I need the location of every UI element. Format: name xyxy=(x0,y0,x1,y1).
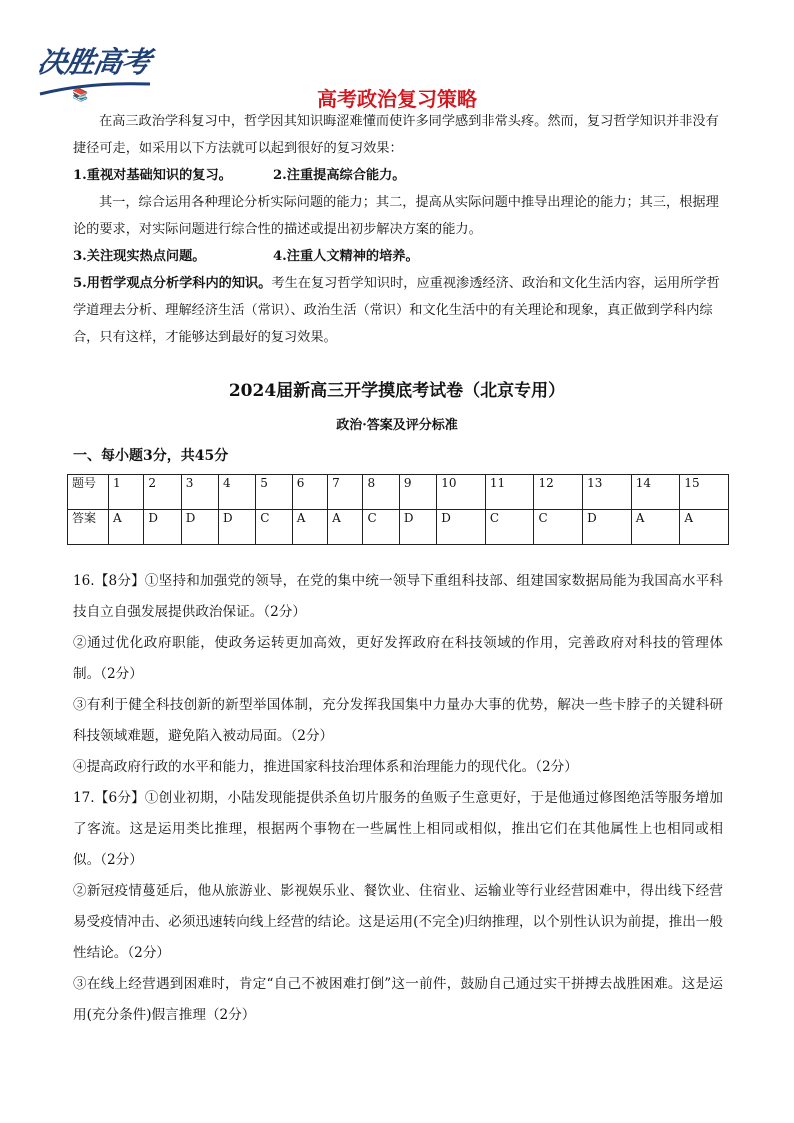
answer-cell: C xyxy=(256,510,292,545)
tip-2: 2.注重提高综合能力。 xyxy=(273,168,406,183)
q16-point-4: ④提高政府行政的水平和能力，推进国家科技治理体系和治理能力的现代化。（2分） xyxy=(73,759,578,775)
answer-table xyxy=(67,474,729,545)
tip-4: 4.注重人文精神的培养。 xyxy=(273,249,419,264)
q17-point-1: 17.【6分】①创业初期，小陆发现能提供杀鱼切片服务的鱼贩子生意更好，于是他通过修图绝活等服务增加了客流。这是运用类比推理，根据两个事物在一些属性上相同或相似，推出它们在其他属性上也相同或相似。（2分） xyxy=(73,790,723,868)
answer-cell: C xyxy=(363,510,399,545)
answer-cell: D xyxy=(144,510,181,545)
number-cell: 12 xyxy=(534,475,583,510)
q17-point-3: ③在线上经营遇到困难时，肯定“自己不被困难打倒”这一前件，鼓励自己通过实干拼搏去战胜困难。这是运用(充分条件)假言推理（2分） xyxy=(73,976,723,1023)
tip-5-body: 考生在复习哲学知识时，应重视渗透经济、政治和文化生活内容，运用所学哲学道理去分析、理解经济生活（常识）、政治生活（常识）和文化生活中的有关理论和现象，真正做到学科内综合，只有这样，才能够达到最好的复习效果。 xyxy=(73,276,720,345)
question-number-row xyxy=(68,475,729,510)
number-cell: 2 xyxy=(144,475,181,510)
header-label-cell: 题号 xyxy=(68,475,109,510)
answer-cell: D xyxy=(583,510,632,545)
tips-row-2 xyxy=(73,243,723,270)
number-cell: 3 xyxy=(181,475,218,510)
answer-row xyxy=(68,510,729,545)
strategy-intro: 在高三政治学科复习中，哲学因其知识晦涩难懂而使许多同学感到非常头疼。然而，复习哲学知识并非没有捷径可走，如采用以下方法就可以起到很好的复习效果： xyxy=(73,114,719,156)
number-cell: 4 xyxy=(218,475,255,510)
number-cell: 8 xyxy=(363,475,399,510)
number-cell: 6 xyxy=(292,475,327,510)
number-cell: 7 xyxy=(328,475,363,510)
student-figure-icon: 📚 xyxy=(72,88,89,103)
answer-cell: A xyxy=(292,510,327,545)
number-cell: 13 xyxy=(583,475,632,510)
strategy-body xyxy=(73,108,723,351)
exam-subtitle: 政治·答案及评分标准 xyxy=(336,418,458,433)
number-cell: 10 xyxy=(437,475,486,510)
number-cell: 9 xyxy=(399,475,436,510)
q16-point-1: 16.【8分】①坚持和加强党的领导，在党的集中统一领导下重组科技部、组建国家数据局能为我国高水平科技自立自强发展提供政治保证。（2分） xyxy=(73,573,723,620)
tip-5-head: 5.用哲学观点分析学科内的知识。 xyxy=(73,276,272,291)
answer-cell: C xyxy=(534,510,583,545)
open-answers xyxy=(73,566,723,1031)
number-cell: 11 xyxy=(485,475,534,510)
answer-cell: A xyxy=(680,510,729,545)
number-cell: 14 xyxy=(631,475,680,510)
tip-2-detail: 其一，综合运用各种理论分析实际问题的能力；其二，提高从实际问题中推导出理论的能力；其三，根据理论的要求，对实际问题进行综合性的描述或提出初步解决方案的能力。 xyxy=(73,195,719,237)
logo-text: 决胜高考 xyxy=(34,45,153,79)
q16-point-2: ②通过优化政府职能，使政务运转更加高效，更好发挥政府在科技领域的作用，完善政府对科技的管理体制。（2分） xyxy=(73,635,723,682)
answer-cell: D xyxy=(218,510,255,545)
number-cell: 15 xyxy=(680,475,729,510)
strategy-title: 高考政治复习策略 xyxy=(317,87,477,111)
number-cell: 1 xyxy=(109,475,144,510)
tip-5 xyxy=(73,270,723,351)
answer-cell: A xyxy=(631,510,680,545)
answer-cell: D xyxy=(437,510,486,545)
answer-label-cell: 答案 xyxy=(68,510,109,545)
number-cell: 5 xyxy=(256,475,292,510)
answer-cell: C xyxy=(485,510,534,545)
exam-title: 2024届新高三开学摸底考试卷（北京专用） xyxy=(228,381,566,401)
answer-cell: A xyxy=(109,510,144,545)
q16-point-3: ③有利于健全科技创新的新型举国体制，充分发挥我国集中力量办大事的优势，解决一些卡脖子的关键科研科技领域难题，避免陷入被动局面。（2分） xyxy=(73,697,723,744)
tip-3: 3.关注现实热点问题。 xyxy=(73,249,206,264)
section-1-heading: 一、每小题3分，共45分 xyxy=(73,448,229,464)
tip-1: 1.重视对基础知识的复习。 xyxy=(73,168,232,183)
answer-cell: D xyxy=(181,510,218,545)
q17-point-2: ②新冠疫情蔓延后，他从旅游业、影视娱乐业、餐饮业、住宿业、运输业等行业经营困难中，得出线下经营易受疫情冲击、必须迅速转向线上经营的结论。这是运用(不完全)归纳推理，以个别性认识为前提，推出一般性结论。（2分） xyxy=(73,883,723,961)
answer-cell: A xyxy=(328,510,363,545)
tips-row-1 xyxy=(73,162,723,189)
answer-cell: D xyxy=(399,510,436,545)
